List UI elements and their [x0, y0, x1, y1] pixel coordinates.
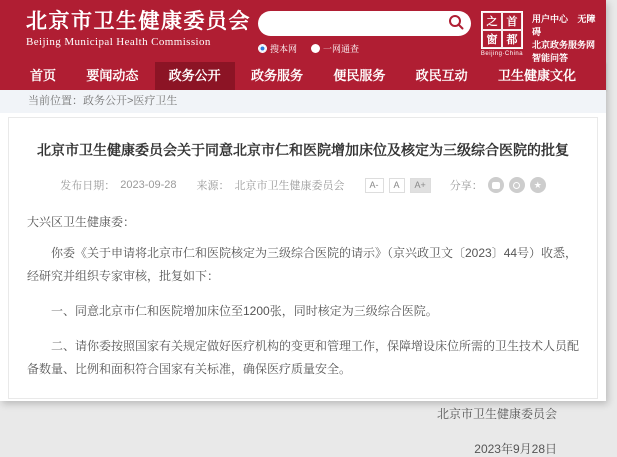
share-label: 分享： [449, 180, 483, 192]
signature: 北京市卫生健康委员会 [436, 407, 557, 421]
article-title: 北京市卫生健康委员会关于同意北京市仁和医院增加床位及核定为三级综合医院的批复 [37, 142, 569, 158]
nav-item-home[interactable]: 首页 [30, 68, 57, 83]
link-user-center[interactable]: 用户中心 [532, 14, 569, 24]
article-meta [27, 177, 579, 193]
article-container [8, 117, 598, 456]
radio-unselected-icon [311, 44, 320, 53]
article-body [27, 213, 579, 457]
font-smaller-button[interactable]: A- [365, 178, 384, 193]
search-button[interactable] [445, 13, 467, 34]
weibo-icon[interactable] [509, 177, 525, 193]
site-title: 北京市卫生健康委员会 [26, 10, 251, 33]
nav-item-gov-service[interactable]: 政务服务 [250, 68, 303, 83]
font-normal-button[interactable]: A [389, 178, 405, 193]
site-subtitle: Beijing Municipal Health Commission [26, 36, 211, 48]
capital-window-logo-grid [481, 11, 523, 49]
header-links [532, 13, 606, 65]
logo-char: 都 [502, 30, 522, 48]
search-area [258, 11, 471, 55]
search-icon [447, 19, 465, 34]
radio-selected-icon [258, 44, 267, 53]
radio-search-site[interactable] [258, 42, 297, 55]
wechat-icon[interactable] [488, 177, 504, 193]
weibo-ring-shape [513, 182, 520, 189]
publish-date-label: 发布日期： [60, 180, 116, 192]
radio-search-network[interactable] [311, 42, 359, 55]
paragraph: 二、请你委按照国家有关规定做好医疗机构的变更和管理工作，保障增设床位所需的卫生技术人员配备数量、比例和面积符合国家有关标准，确保医疗质量安全。 [27, 339, 580, 376]
paragraph: 你委《关于申请将北京市仁和医院核定为三级综合医院的请示》（京兴政卫文〔2023〕44号）收悉，经研究并组织专家审核，批复如下： [27, 246, 578, 283]
search-input[interactable] [258, 11, 471, 36]
breadcrumb [0, 90, 606, 113]
nav-item-interaction[interactable]: 政民互动 [415, 68, 468, 83]
salutation: 大兴区卫生健康委： [27, 215, 136, 229]
link-gov-service[interactable]: 北京政务服务网 [532, 40, 596, 50]
publish-date: 2023-09-28 [120, 179, 177, 191]
nav-item-news[interactable]: 要闻动态 [86, 68, 139, 83]
source-label: 来源： [196, 180, 230, 192]
logo-caption: Beijing·China [480, 51, 524, 57]
star-icon[interactable]: ★ [530, 177, 546, 193]
signature-date: 2023年9月28日 [474, 442, 557, 456]
site-header [0, 0, 606, 62]
capital-window-logo[interactable] [478, 11, 526, 57]
main-nav [0, 62, 606, 90]
logo-char: 窗 [482, 30, 502, 48]
font-larger-button[interactable]: A+ [410, 178, 431, 193]
nav-item-gov-open[interactable]: 政务公开 [155, 62, 235, 90]
breadcrumb-path[interactable]: 政务公开>医疗卫生 [83, 95, 178, 107]
breadcrumb-prefix: 当前位置： [28, 95, 83, 107]
link-accessibility[interactable]: 无障碍 [532, 14, 596, 37]
link-smart-qa[interactable]: 智能问答 [532, 53, 569, 63]
nav-item-public-service[interactable]: 便民服务 [333, 68, 386, 83]
nav-item-health-culture[interactable]: 卫生健康文化 [497, 68, 576, 83]
paragraph: 一、同意北京市仁和医院增加床位至1200张，同时核定为三级综合医院。 [51, 304, 438, 318]
wechat-bubble-shape [492, 182, 500, 189]
logo-char: 首 [502, 12, 522, 30]
search-scope-options [258, 42, 471, 55]
site-logo[interactable] [26, 10, 251, 48]
source-value: 北京市卫生健康委员会 [234, 180, 345, 192]
logo-char: 之 [482, 12, 502, 30]
radio-search-network-label: 一网通查 [323, 44, 360, 54]
radio-search-site-label: 搜本网 [270, 44, 298, 54]
